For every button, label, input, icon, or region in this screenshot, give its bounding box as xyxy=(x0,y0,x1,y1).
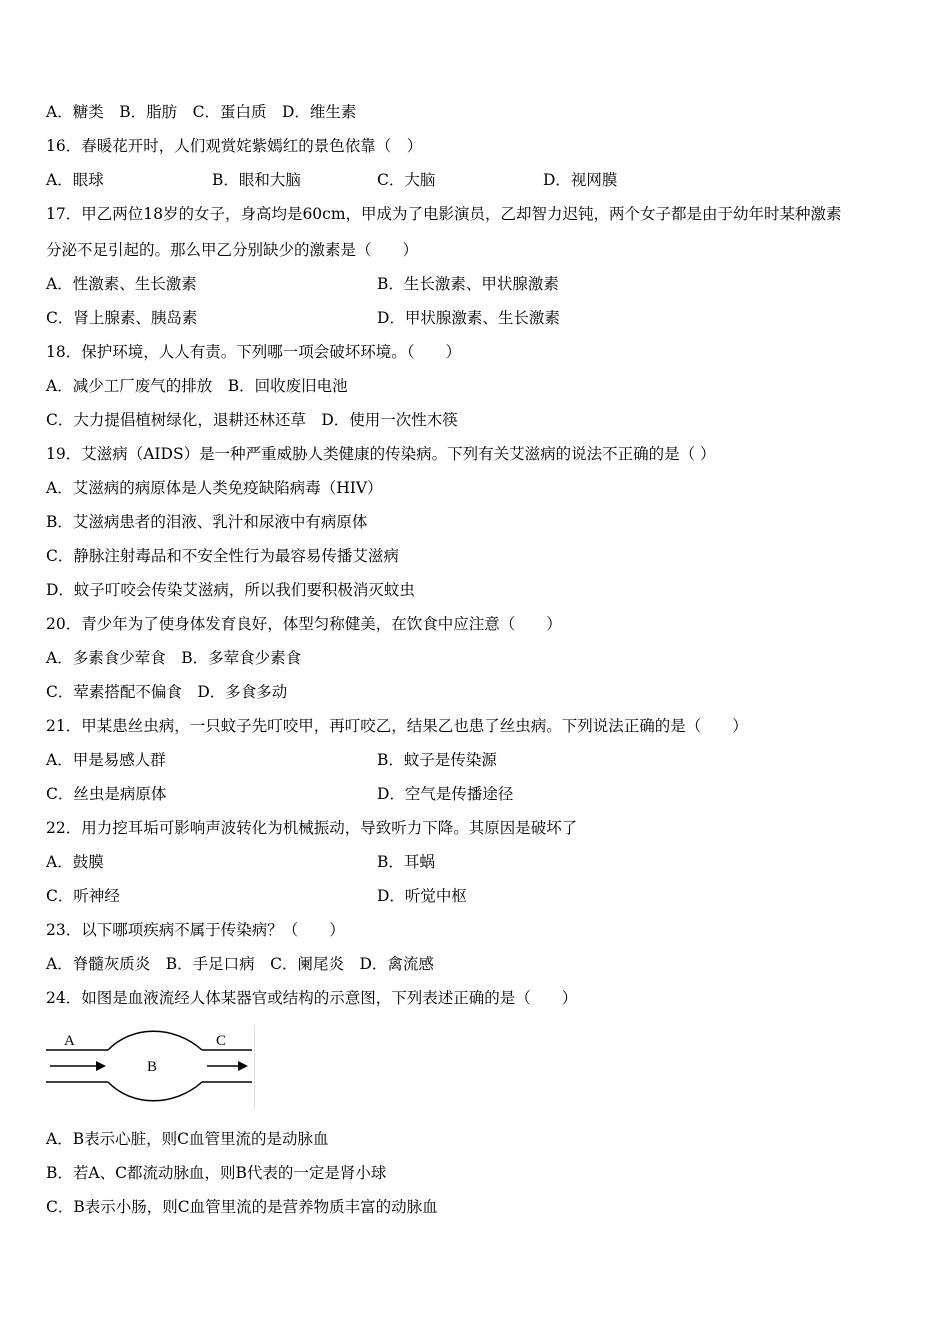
q22-option-a: A．鼓膜 xyxy=(46,853,104,871)
q21-option-a: A．甲是易感人群 xyxy=(46,751,166,769)
organ-b-outline-bottom xyxy=(108,1082,202,1101)
question-22: 22．用力挖耳垢可影响声波转化为机械振动，导致听力下降。其原因是破坏了 xyxy=(46,819,578,837)
q17-option-b: B．生长激素、甲状腺激素 xyxy=(377,275,559,293)
q17-option-c: C．肾上腺素、胰岛素 xyxy=(46,309,198,327)
blood-flow-diagram xyxy=(44,1025,255,1109)
label-a: A xyxy=(64,1033,75,1049)
question-21: 21．甲某患丝虫病，一只蚊子先叮咬甲，再叮咬乙，结果乙也患了丝虫病。下列说法正确的是（ ） xyxy=(46,717,748,735)
q24-option-a: A．B表示心脏，则C血管里流的是动脉血 xyxy=(46,1130,329,1148)
q18-options-cd: C．大力提倡植树绿化，退耕还林还草 D．使用一次性木筷 xyxy=(46,411,458,429)
line-q15-options: A．糖类 B．脂肪 C．蛋白质 D．维生素 xyxy=(46,103,357,121)
q16-option-a: A．眼球 xyxy=(46,171,104,189)
q22-option-d: D．听觉中枢 xyxy=(377,887,467,905)
organ-b-outline-top xyxy=(108,1031,202,1050)
q20-options-ab: A．多素食少荤食 B．多荤食少素食 xyxy=(46,649,302,667)
q19-option-d: D．蚊子叮咬会传染艾滋病，所以我们要积极消灭蚊虫 xyxy=(46,581,415,599)
question-19: 19．艾滋病（AIDS）是一种严重威胁人类健康的传染病。下列有关艾滋病的说法不正确的是（ ） xyxy=(46,445,716,463)
q19-option-c: C．静脉注射毒品和不安全性行为最容易传播艾滋病 xyxy=(46,547,399,565)
blood-flow-svg xyxy=(44,1025,254,1109)
q20-options-cd: C．荤素搭配不偏食 D．多食多动 xyxy=(46,683,288,701)
q16-option-b: B．眼和大脑 xyxy=(212,171,301,189)
question-16: 16．春暖花开时，人们观赏姹紫嫣红的景色依靠（ ） xyxy=(46,137,423,155)
q21-option-c: C．丝虫是病原体 xyxy=(46,785,167,803)
question-23: 23．以下哪项疾病不属于传染病？（ ） xyxy=(46,921,345,939)
q22-option-b: B．耳蜗 xyxy=(377,853,435,871)
q21-option-d: D．空气是传播途径 xyxy=(377,785,514,803)
q24-option-b: B．若A、C都流动脉血，则B代表的一定是肾小球 xyxy=(46,1164,387,1182)
question-17-line2: 分泌不足引起的。那么甲乙分别缺少的激素是（ ） xyxy=(46,241,419,259)
q19-option-b: B．艾滋病患者的泪液、乳汁和尿液中有病原体 xyxy=(46,513,368,531)
q22-option-c: C．听神经 xyxy=(46,887,120,905)
q16-option-d: D．视网膜 xyxy=(543,171,618,189)
question-20: 20．青少年为了使身体发育良好，体型匀称健美，在饮食中应注意（ ） xyxy=(46,615,562,633)
arrow-out-head-icon xyxy=(238,1061,248,1071)
label-c: C xyxy=(216,1033,227,1049)
q21-option-b: B．蚊子是传染源 xyxy=(377,751,497,769)
q16-option-c: C．大脑 xyxy=(377,171,436,189)
question-18: 18．保护环境，人人有责。下列哪一项会破坏环境。（ ） xyxy=(46,343,461,361)
arrow-in-head-icon xyxy=(96,1061,106,1071)
q19-option-a: A．艾滋病的病原体是人类免疫缺陷病毒（HIV） xyxy=(46,479,383,497)
q23-options: A．脊髓灰质炎 B．手足口病 C．阑尾炎 D．禽流感 xyxy=(46,955,434,973)
q18-options-ab: A．减少工厂废气的排放 B．回收废旧电池 xyxy=(46,377,348,395)
q17-option-a: A．性激素、生长激素 xyxy=(46,275,197,293)
label-b: B xyxy=(147,1059,158,1075)
question-17-line1: 17．甲乙两位18岁的女子，身高均是60cm，甲成为了电影演员，乙却智力迟钝，两个女子都是由于幼年时某种激素 xyxy=(46,205,842,223)
q17-option-d: D．甲状腺激素、生长激素 xyxy=(377,309,560,327)
question-24: 24．如图是血液流经人体某器官或结构的示意图，下列表述正确的是（ ） xyxy=(46,989,578,1007)
q24-option-c: C．B表示小肠，则C血管里流的是营养物质丰富的动脉血 xyxy=(46,1198,438,1216)
